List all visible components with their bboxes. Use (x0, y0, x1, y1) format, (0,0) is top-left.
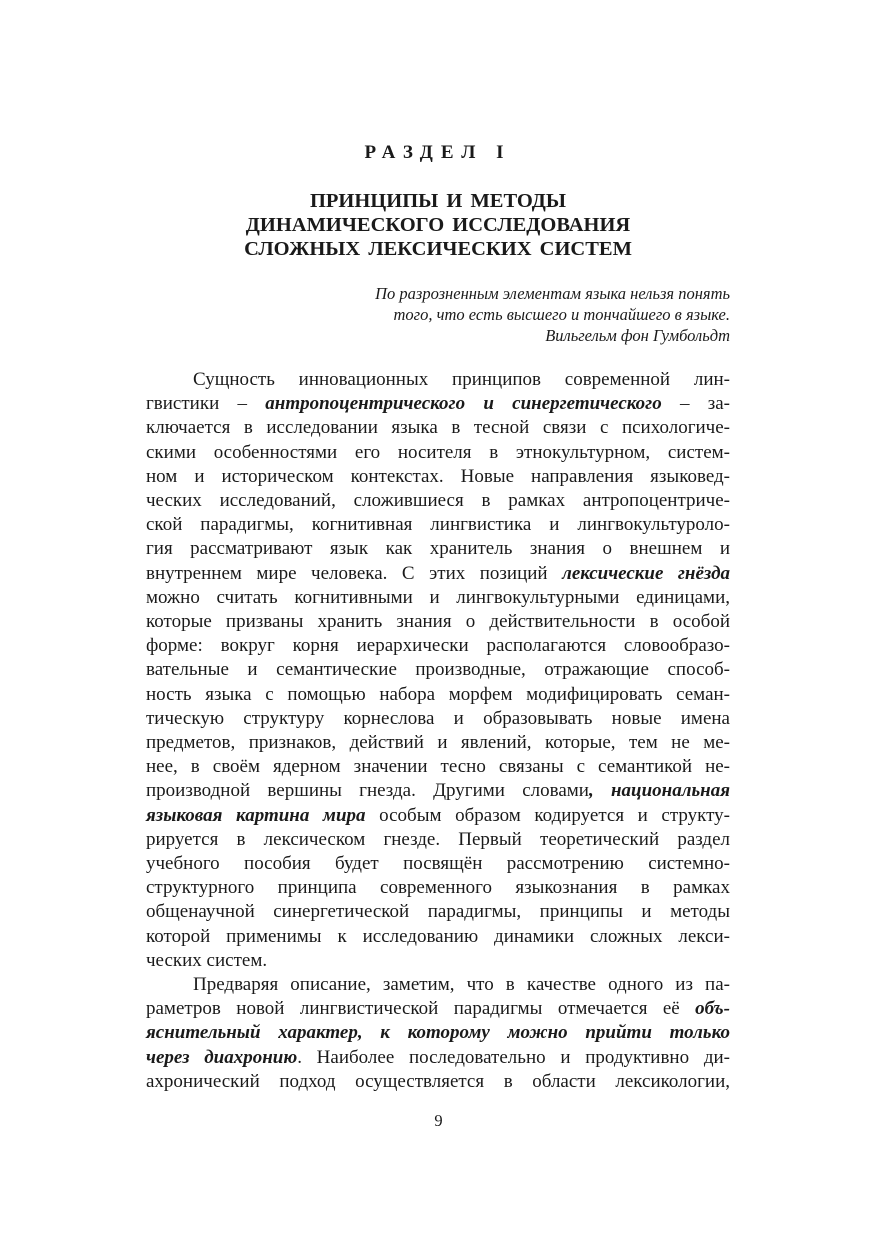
text-line: Предваряя описание, заметим, что в качестве одного из па- (193, 974, 730, 996)
emphasis: антропоцентрического и синергетического (265, 393, 662, 415)
text-line: структурного принципа современного языкознания в рамках (146, 877, 730, 899)
emphasis: лексические гнёзда (562, 562, 731, 584)
text-line: общенаучной синергетической парадигмы, принципы и методы (146, 901, 730, 923)
text-line: ской парадигмы, когнитивная лингвистика и лингвокультуроло- (146, 514, 730, 536)
section-title-line: ПРИНЦИПЫ И МЕТОДЫ (309, 190, 567, 212)
section-title (146, 189, 730, 261)
emphasis: языковая картина мира (146, 804, 366, 826)
text-line: предметов, признаков, действий и явлений, которые, тем не ме- (146, 732, 730, 754)
page-number: 9 (434, 1111, 443, 1130)
text-line: Сущность инновационных принципов современной лин- (193, 369, 730, 390)
text-line: через диахронию. Наиболее последовательно и продуктивно ди- (146, 1046, 730, 1068)
emphasis: через диахронию (146, 1046, 298, 1068)
page-content (146, 140, 730, 1094)
emphasis: , национальная (588, 780, 730, 802)
text-line: производной вершины гнезда. Другими словами, национальная (146, 780, 730, 802)
paragraph (146, 368, 730, 973)
text-line: которые призваны хранить знания о действительности в особой (146, 611, 730, 633)
text-line: нее, в своём ядерном значении тесно связаны с семантикой не- (146, 756, 730, 778)
text-line: гвистики – антропоцентрического и синергетического – за- (146, 393, 730, 415)
text-line: гия рассматривают язык как хранитель знания о внешнем и (146, 538, 730, 560)
text-line: скими особенностями его носителя в этнокультурном, систем- (146, 441, 730, 463)
text-line: можно считать когнитивными и лингвокультурными единицами, (146, 586, 730, 608)
text-line: которой применимы к исследованию динамики сложных лекси- (146, 925, 730, 947)
section-title-line: ДИНАМИЧЕСКОГО ИССЛЕДОВАНИЯ (245, 214, 631, 236)
section-title-line: СЛОЖНЫХ ЛЕКСИЧЕСКИХ СИСТЕМ (244, 238, 632, 260)
section-label: РАЗДЕЛ I (364, 142, 512, 163)
text-line: форме: вокруг корня иерархически располагаются словообразо- (146, 635, 730, 657)
text-line: тическую структуру корнеслова и образовывать новые имена (146, 707, 730, 729)
text-line: ческих исследований, сложившиеся в рамках антропоцентриче- (146, 490, 730, 512)
epigraph-line: того, что есть высшего и тончайшего в языке. (393, 305, 730, 324)
text-line: раметров новой лингвистической парадигмы отмечается её объ- (146, 998, 730, 1020)
epigraph (146, 283, 730, 346)
text-line: учебного пособия будет посвящён рассмотрению системно- (146, 853, 730, 875)
text-line: языковая картина мира особым образом кодируется и структу- (146, 804, 730, 826)
epigraph-author: Вильгельм фон Гумбольдт (545, 326, 730, 345)
text-line: ческих систем. (146, 949, 268, 971)
body-text (146, 368, 730, 1094)
text-line: вательные и семантические производные, отражающие способ- (146, 659, 730, 681)
emphasis: объ- (695, 998, 730, 1020)
text-line: рируется в лексическом гнезде. Первый теоретический раздел (146, 828, 730, 850)
text-line: ключается в исследовании языка в тесной связи с психологиче- (146, 417, 730, 439)
paragraph (146, 973, 730, 1094)
text-line: внутреннем мире человека. С этих позиций лексические гнёзда (146, 562, 731, 584)
text-line: ахронический подход осуществляется в области лексикологии, (146, 1070, 730, 1092)
text-line: яснительный характер, к которому можно прийти только (146, 1022, 730, 1044)
text-line: ность языка с помощью набора морфем модифицировать семан- (146, 683, 730, 705)
text-line: ном и историческом контекстах. Новые направления языковед- (146, 465, 730, 487)
epigraph-line: По разрозненным элементам языка нельзя понять (375, 284, 730, 303)
